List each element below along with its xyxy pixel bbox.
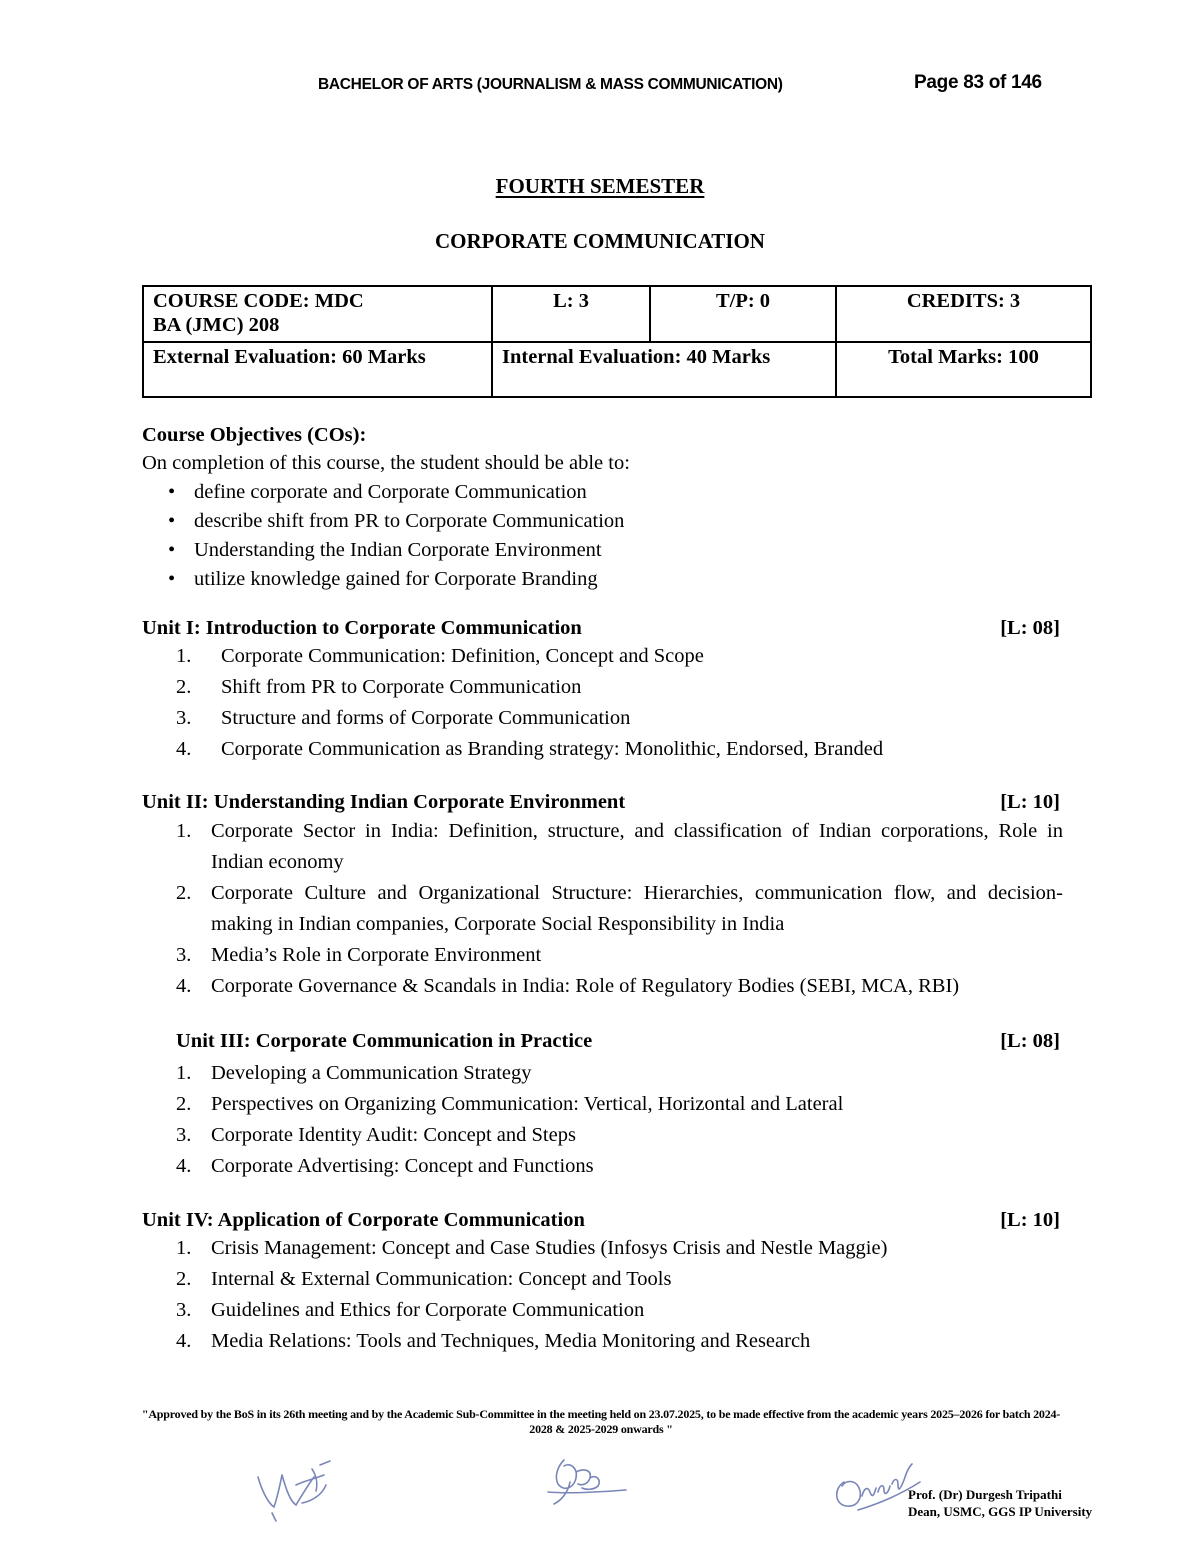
course-code-cell <box>143 286 492 342</box>
course-number: BA (JMC) 208 <box>153 314 280 336</box>
program-header: BACHELOR OF ARTS (JOURNALISM & MASS COMMUNICATION) <box>318 76 783 93</box>
unit-title: Unit II: Understanding Indian Corporate Environment <box>142 791 626 813</box>
unit-4-heading <box>142 1209 1060 1232</box>
lectures-cell: L: 3 <box>492 286 650 342</box>
course-title: CORPORATE COMMUNICATION <box>435 229 765 253</box>
signatory-block <box>908 1486 1092 1520</box>
signature-1 <box>252 1455 342 1525</box>
objectives-intro: On completion of this course, the student should be able to: <box>142 452 630 474</box>
external-evaluation-cell: External Evaluation: 60 Marks <box>143 342 492 397</box>
course-info-table <box>142 285 1092 398</box>
unit-lectures: [L: 10] <box>1000 1209 1060 1231</box>
objectives-heading: Course Objectives (COs): <box>142 424 367 446</box>
objectives-list <box>166 478 624 594</box>
approval-note: "Approved by the BoS in its 26th meeting and by the Academic Sub-Committee in the meeting held on 23.07.2025, to be made effective from the academic years 2025–2026 for batch 2024-2028 & 2025-2029 onwards " <box>141 1407 1061 1436</box>
signature-2 <box>540 1452 640 1512</box>
unit-3-heading <box>176 1030 1060 1053</box>
list-item: • define corporate and Corporate Communication <box>166 478 624 507</box>
list-item: 2. Corporate Culture and Organizational Structure: Hierarchies, communication flow, and decision-making in Indian companies, Corporate Social Responsibility in India <box>176 882 1063 935</box>
tp-cell: T/P: 0 <box>650 286 836 342</box>
list-item: • Understanding the Indian Corporate Environment <box>166 536 624 565</box>
signatory-name: Prof. (Dr) Durgesh Tripathi <box>908 1487 1062 1502</box>
list-item: • describe shift from PR to Corporate Communication <box>166 507 624 536</box>
signatory-designation: Dean, USMC, GGS IP University <box>908 1504 1093 1519</box>
unit-title: Unit IV: Application of Corporate Communication <box>142 1209 585 1231</box>
unit-title: Unit I: Introduction to Corporate Communication <box>142 617 582 639</box>
page-number: Page 83 of 146 <box>914 72 1042 93</box>
internal-evaluation-cell: Internal Evaluation: 40 Marks <box>492 342 836 397</box>
unit-lectures: [L: 10] <box>1000 791 1060 813</box>
unit-title: Unit III: Corporate Communication in Practice <box>176 1030 593 1052</box>
semester-heading: FOURTH SEMESTER <box>495 174 705 198</box>
list-item: • utilize knowledge gained for Corporate Branding <box>166 565 624 594</box>
course-code: COURSE CODE: MDC <box>153 290 364 312</box>
credits-cell: CREDITS: 3 <box>836 286 1091 342</box>
unit-2-heading <box>142 791 1060 814</box>
list-item: 1. Corporate Sector in India: Definition, structure, and classification of Indian corporations, Role in Indian economy <box>176 820 1063 873</box>
total-marks-cell: Total Marks: 100 <box>836 342 1091 397</box>
unit-lectures: [L: 08] <box>1000 617 1060 639</box>
unit-lectures: [L: 08] <box>1000 1030 1060 1052</box>
unit-1-heading <box>142 617 1060 640</box>
